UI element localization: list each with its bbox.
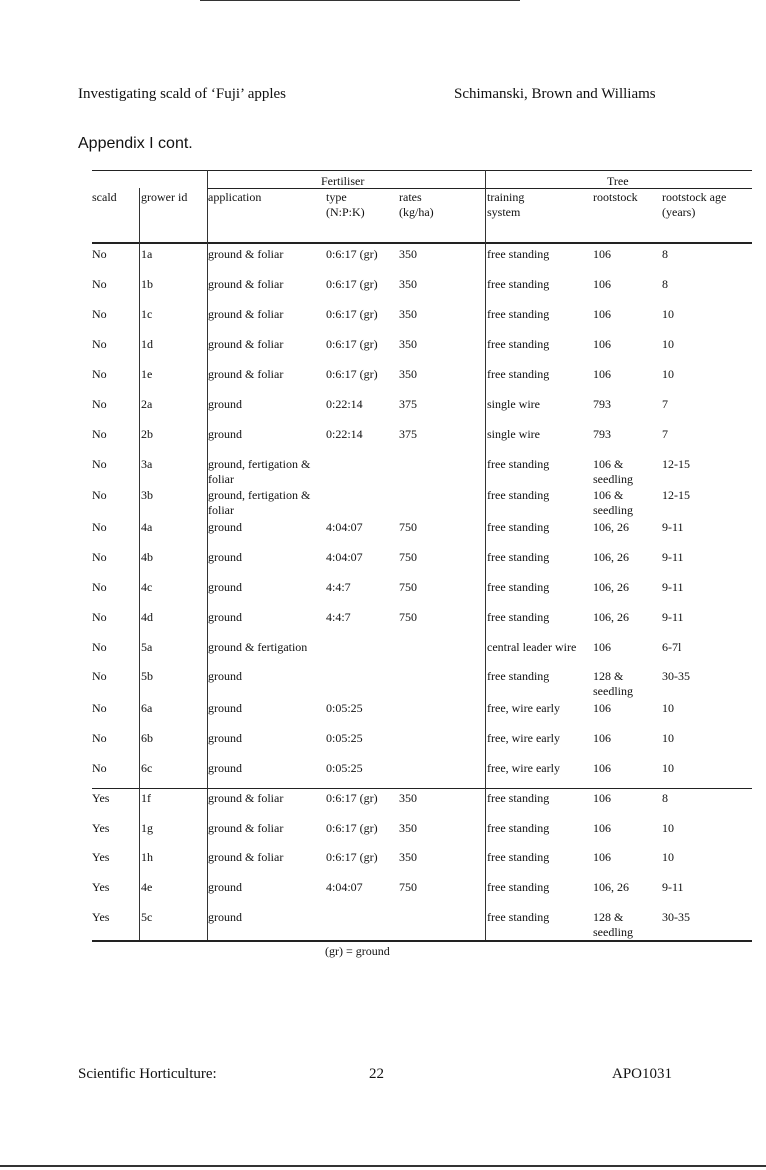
cell-training: free standing [487, 247, 550, 261]
cell-application: ground [208, 610, 242, 624]
cell-age: 10 [662, 367, 674, 381]
cell-scald: No [92, 488, 107, 502]
cell-scald: No [92, 247, 107, 261]
cell-grower-id: 4d [141, 610, 153, 624]
table-top-rule [92, 170, 752, 171]
cell-scald: No [92, 307, 107, 321]
cell-grower-id: 6a [141, 701, 153, 715]
cell-type: 0:6:17 (gr) [326, 850, 378, 864]
cell-grower-id: 4b [141, 550, 153, 564]
cell-grower-id: 4e [141, 880, 153, 894]
cell-age: 8 [662, 277, 668, 291]
cell-training: free, wire early [487, 731, 560, 745]
cell-scald: Yes [92, 880, 110, 894]
cell-training: free standing [487, 550, 550, 564]
cell-type: 0:6:17 (gr) [326, 821, 378, 835]
cell-grower-id: 1h [141, 850, 153, 864]
cell-grower-id: 5c [141, 910, 153, 924]
col-header-rootstock: rootstock [593, 190, 638, 204]
cell-training: free standing [487, 457, 550, 471]
cell-training: single wire [487, 397, 540, 411]
cell-grower-id: 4a [141, 520, 153, 534]
cell-age: 10 [662, 337, 674, 351]
cell-age: 30-35 [662, 910, 690, 924]
running-header-left: Investigating scald of ‘Fuji’ apples [78, 86, 287, 102]
cell-rates: 375 [399, 397, 417, 411]
cell-application: ground & foliar [208, 821, 284, 835]
cell-training: free standing [487, 610, 550, 624]
cell-application: ground & fertigation [208, 640, 308, 654]
cell-rootstock: 106, 26 [593, 580, 629, 594]
cell-rootstock: 106 [593, 247, 611, 261]
cell-type: 0:22:14 [326, 427, 363, 441]
col-header-scald: scald [92, 190, 117, 204]
cell-rates: 750 [399, 550, 417, 564]
cell-type: 0:6:17 (gr) [326, 247, 378, 261]
cell-type: 0:22:14 [326, 397, 363, 411]
cell-age: 10 [662, 731, 674, 745]
cell-type: 0:6:17 (gr) [326, 307, 378, 321]
group-divider-rule [92, 788, 752, 789]
cell-rootstock: 793 [593, 427, 611, 441]
cell-scald: No [92, 367, 107, 381]
cell-rootstock: 106, 26 [593, 550, 629, 564]
cell-training: free standing [487, 337, 550, 351]
cell-scald: No [92, 669, 107, 683]
cell-grower-id: 6c [141, 761, 153, 775]
cell-type: 0:05:25 [326, 731, 363, 745]
cell-training: free standing [487, 367, 550, 381]
cell-age: 10 [662, 761, 674, 775]
cell-type: 4:4:7 [326, 610, 351, 624]
cell-rootstock: 793 [593, 397, 611, 411]
cell-rates: 350 [399, 821, 417, 835]
cell-grower-id: 6b [141, 731, 153, 745]
cell-age: 7 [662, 427, 668, 441]
cell-application: ground & foliar [208, 307, 284, 321]
cell-grower-id: 1c [141, 307, 153, 321]
cell-type: 4:04:07 [326, 520, 363, 534]
cell-rates: 350 [399, 277, 417, 291]
cell-rootstock: 106 & seedling [593, 488, 633, 517]
cell-type: 0:6:17 (gr) [326, 277, 378, 291]
cell-age: 9-11 [662, 580, 684, 594]
cell-training: free standing [487, 910, 550, 924]
cell-scald: No [92, 457, 107, 471]
cell-application: ground & foliar [208, 791, 284, 805]
cell-application: ground & foliar [208, 277, 284, 291]
cell-type: 0:6:17 (gr) [326, 337, 378, 351]
cell-rootstock: 106 & seedling [593, 457, 633, 486]
cell-scald: No [92, 761, 107, 775]
cell-application: ground [208, 731, 242, 745]
cell-grower-id: 1d [141, 337, 153, 351]
col-header-training: training system [487, 190, 525, 219]
cell-age: 12-15 [662, 457, 690, 471]
cell-type: 4:04:07 [326, 880, 363, 894]
cell-application: ground [208, 669, 242, 683]
cell-type: 0:05:25 [326, 701, 363, 715]
tree-group-header: Tree [607, 174, 629, 188]
cell-grower-id: 1a [141, 247, 153, 261]
cell-scald: No [92, 397, 107, 411]
appendix-title: Appendix I cont. [78, 135, 193, 152]
cell-age: 10 [662, 821, 674, 835]
cell-application: ground [208, 761, 242, 775]
cell-type: 0:05:25 [326, 761, 363, 775]
cell-training: free standing [487, 520, 550, 534]
cell-rates: 750 [399, 880, 417, 894]
cell-grower-id: 3a [141, 457, 153, 471]
cell-training: free standing [487, 669, 550, 683]
cell-application: ground [208, 550, 242, 564]
cell-scald: No [92, 701, 107, 715]
cell-grower-id: 1f [141, 791, 151, 805]
cell-age: 9-11 [662, 550, 684, 564]
cell-grower-id: 1e [141, 367, 153, 381]
cell-rates: 350 [399, 247, 417, 261]
cell-rootstock: 106 [593, 337, 611, 351]
cell-rootstock: 106 [593, 850, 611, 864]
col-divider-grower [139, 188, 140, 940]
cell-rootstock: 106 [593, 367, 611, 381]
running-header-right: Schimanski, Brown and Williams [454, 86, 656, 102]
col-divider-training [485, 170, 486, 940]
col-header-type: type (N:P:K) [326, 190, 365, 219]
footer-journal: Scientific Horticulture: [78, 1066, 217, 1082]
cell-scald: No [92, 427, 107, 441]
cell-rates: 350 [399, 791, 417, 805]
cell-training: free, wire early [487, 701, 560, 715]
cell-type: 0:6:17 (gr) [326, 367, 378, 381]
cell-training: free standing [487, 791, 550, 805]
cell-scald: No [92, 337, 107, 351]
col-header-grower-id: grower id [141, 190, 188, 204]
cell-scald: No [92, 520, 107, 534]
cell-scald: No [92, 277, 107, 291]
cell-rootstock: 128 & seedling [593, 669, 633, 698]
cell-age: 30-35 [662, 669, 690, 683]
cell-scald: No [92, 550, 107, 564]
cell-training: free standing [487, 307, 550, 321]
cell-grower-id: 4c [141, 580, 153, 594]
cell-application: ground [208, 397, 242, 411]
footer-code: APO1031 [612, 1066, 673, 1082]
cell-application: ground & foliar [208, 337, 284, 351]
cell-training: free standing [487, 277, 550, 291]
cell-rootstock: 106 [593, 640, 611, 654]
cell-age: 10 [662, 701, 674, 715]
cell-training: free standing [487, 580, 550, 594]
cell-age: 8 [662, 247, 668, 261]
cell-training: free standing [487, 488, 550, 502]
cell-rootstock: 106, 26 [593, 880, 629, 894]
cell-rootstock: 106 [593, 277, 611, 291]
cell-application: ground & foliar [208, 367, 284, 381]
cell-application: ground [208, 701, 242, 715]
cell-grower-id: 2a [141, 397, 153, 411]
cell-type: 4:04:07 [326, 550, 363, 564]
cell-age: 12-15 [662, 488, 690, 502]
cell-rates: 375 [399, 427, 417, 441]
cell-rootstock: 106 [593, 761, 611, 775]
cell-rates: 750 [399, 520, 417, 534]
cell-application: ground, fertigation & foliar [208, 488, 311, 517]
cell-rootstock: 128 & seedling [593, 910, 633, 939]
cell-rates: 350 [399, 337, 417, 351]
cell-application: ground, fertigation & foliar [208, 457, 311, 486]
cell-grower-id: 1g [141, 821, 153, 835]
footer-page-number: 22 [369, 1066, 384, 1082]
cell-rates: 750 [399, 580, 417, 594]
cell-rootstock: 106 [593, 791, 611, 805]
cell-age: 8 [662, 791, 668, 805]
cell-age: 9-11 [662, 610, 684, 624]
cell-age: 9-11 [662, 880, 684, 894]
cell-rates: 750 [399, 610, 417, 624]
cell-scald: No [92, 731, 107, 745]
cell-age: 10 [662, 850, 674, 864]
cell-rootstock: 106 [593, 731, 611, 745]
cell-scald: No [92, 580, 107, 594]
cell-rates: 350 [399, 850, 417, 864]
cell-application: ground & foliar [208, 850, 284, 864]
cell-application: ground [208, 520, 242, 534]
cell-rates: 350 [399, 367, 417, 381]
cell-rootstock: 106 [593, 821, 611, 835]
cell-grower-id: 5b [141, 669, 153, 683]
col-header-rates: rates (kg/ha) [399, 190, 434, 219]
col-header-application: application [208, 190, 262, 204]
cell-training: single wire [487, 427, 540, 441]
col-header-age: rootstock age (years) [662, 190, 727, 219]
cell-scald: No [92, 610, 107, 624]
cell-grower-id: 5a [141, 640, 153, 654]
cell-type: 4:4:7 [326, 580, 351, 594]
cell-grower-id: 2b [141, 427, 153, 441]
cell-age: 6-7l [662, 640, 682, 654]
cell-scald: Yes [92, 910, 110, 924]
fertiliser-group-header: Fertiliser [321, 174, 365, 188]
cell-rootstock: 106, 26 [593, 610, 629, 624]
cell-application: ground [208, 427, 242, 441]
cell-grower-id: 3b [141, 488, 153, 502]
cell-scald: Yes [92, 821, 110, 835]
cell-training: central leader wire [487, 640, 577, 654]
cell-training: free standing [487, 850, 550, 864]
header-rule [92, 242, 752, 244]
cell-rootstock: 106 [593, 307, 611, 321]
cell-rootstock: 106, 26 [593, 520, 629, 534]
cell-age: 9-11 [662, 520, 684, 534]
cell-type: 0:6:17 (gr) [326, 791, 378, 805]
cell-training: free standing [487, 821, 550, 835]
cell-rootstock: 106 [593, 701, 611, 715]
cell-age: 10 [662, 307, 674, 321]
cell-application: ground [208, 580, 242, 594]
cell-scald: No [92, 640, 107, 654]
cell-scald: Yes [92, 850, 110, 864]
table-footnote: (gr) = ground [325, 944, 390, 958]
cell-application: ground [208, 910, 242, 924]
cell-application: ground & foliar [208, 247, 284, 261]
cell-grower-id: 1b [141, 277, 153, 291]
cell-age: 7 [662, 397, 668, 411]
cell-training: free standing [487, 880, 550, 894]
cell-application: ground [208, 880, 242, 894]
table-bottom-rule [92, 940, 752, 942]
cell-rates: 350 [399, 307, 417, 321]
cell-scald: Yes [92, 791, 110, 805]
cell-training: free, wire early [487, 761, 560, 775]
